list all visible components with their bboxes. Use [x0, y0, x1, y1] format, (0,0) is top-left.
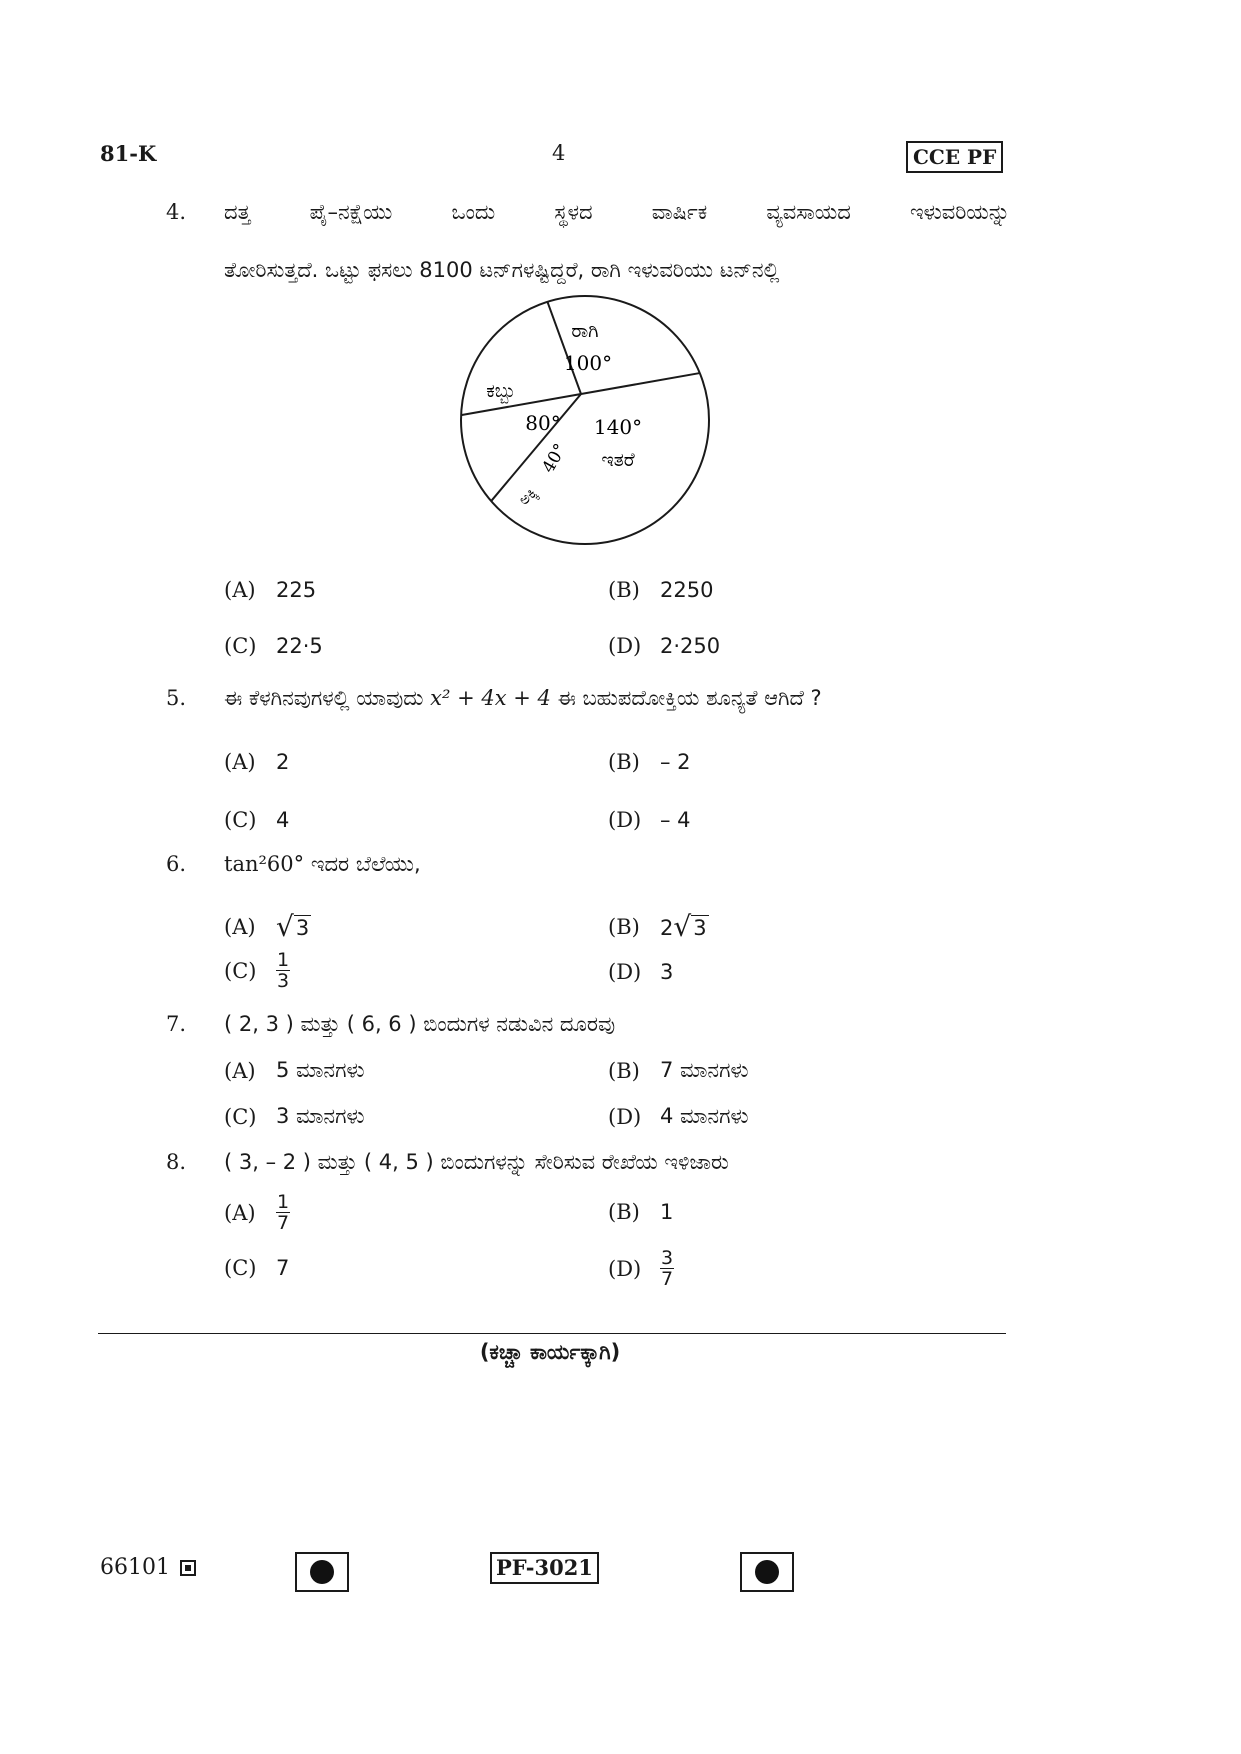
option-letter: (B)	[608, 915, 640, 939]
option-d[interactable]	[608, 634, 720, 658]
slice-angle-itare: 140°	[593, 415, 643, 439]
denominator: 7	[276, 1212, 290, 1234]
sqrt-expression	[276, 910, 311, 943]
numerator: 3	[660, 1247, 674, 1269]
option-value: – 2	[660, 750, 691, 774]
option-c[interactable]	[224, 950, 290, 991]
fraction	[276, 1192, 290, 1233]
paper-code-box: PF-3021	[490, 1552, 599, 1584]
denominator: 7	[660, 1268, 674, 1290]
option-letter: (D)	[608, 1104, 642, 1129]
question-number: 4.	[166, 200, 187, 224]
sqrt-coefficient: 2	[660, 916, 674, 940]
option-letter: (B)	[608, 750, 640, 774]
option-a[interactable]	[224, 910, 311, 943]
option-b[interactable]	[608, 1058, 749, 1083]
option-value: 5 ಮಾನಗಳು	[276, 1058, 365, 1082]
sqrt-expression	[660, 910, 709, 943]
fraction	[276, 950, 290, 991]
option-letter: (C)	[224, 958, 257, 983]
option-a[interactable]	[224, 1058, 365, 1083]
pie-slice-boundary	[581, 373, 700, 394]
radical-sign: √	[673, 910, 692, 943]
option-letter: (A)	[224, 1058, 256, 1083]
option-letter: (B)	[608, 1200, 640, 1224]
question-text-part: ಇದರ ಬೆಲೆಯು,	[310, 852, 421, 876]
option-value: 2	[276, 750, 290, 774]
radicand: 3	[693, 916, 707, 940]
question-text: ( 3, – 2 ) ಮತ್ತು ( 4, 5 ) ಬಿಂದುಗಳನ್ನು ಸೇರಿಸುವ ರೇಖೆಯ ಇಳಿಜಾರು	[224, 1150, 729, 1174]
option-d[interactable]	[608, 1104, 749, 1129]
divider-line	[98, 1333, 1006, 1334]
dot-icon	[755, 1560, 779, 1584]
option-letter: (C)	[224, 1256, 257, 1280]
question-text	[224, 686, 822, 711]
numerator: 1	[276, 1191, 290, 1213]
option-c[interactable]	[224, 808, 289, 832]
question-number: 7.	[166, 1012, 187, 1036]
option-value: 4 ಮಾನಗಳು	[660, 1104, 749, 1128]
question-text-part: ಈ ಕೆಳಗಿನವುಗಳಲ್ಲಿ ಯಾವುದು	[224, 686, 424, 710]
option-b[interactable]	[608, 910, 709, 943]
pie-slice-boundary	[547, 302, 581, 394]
option-value: – 4	[660, 808, 691, 832]
option-value: 7	[276, 1256, 290, 1280]
option-letter: (C)	[224, 1104, 257, 1129]
option-letter: (D)	[608, 808, 642, 832]
option-a[interactable]	[224, 1192, 290, 1233]
footer-code	[100, 1555, 196, 1580]
question-text: ದತ್ತ ಪೈ–ನಕ್ಷೆಯು ಒಂದು ಸ್ಥಳದ ವಾರ್ಷಿಕ ವ್ಯವಸಾಯದ ಇಳುವರಿಯನ್ನು	[224, 200, 1010, 224]
option-letter: (C)	[224, 634, 257, 658]
option-letter: (A)	[224, 578, 256, 602]
slice-label-ragi: ರಾಗಿ	[571, 320, 599, 342]
page-number: 4	[552, 141, 566, 165]
option-value: 3	[660, 960, 674, 984]
question-text: ( 2, 3 ) ಮತ್ತು ( 6, 6 ) ಬಿಂದುಗಳ ನಡುವಿನ ದೂರವು	[224, 1012, 616, 1036]
slice-label-itare: ಇತರೆ	[601, 449, 635, 471]
square-dot-icon	[180, 1560, 196, 1576]
slice-angle-kabbu: 80°	[525, 411, 561, 435]
option-b[interactable]	[608, 750, 691, 774]
option-d[interactable]	[608, 960, 673, 984]
option-value: 2·250	[660, 634, 721, 658]
option-b[interactable]	[608, 578, 713, 602]
rough-work-label: (ಕಚ್ಚಾ ಕಾರ್ಯಕ್ಕಾಗಿ)	[479, 1340, 621, 1364]
option-value: 22·5	[276, 634, 323, 658]
registration-mark-right	[740, 1552, 794, 1592]
slice-label-kabbu: ಕಬ್ಬು	[486, 380, 516, 402]
option-value: 225	[276, 578, 317, 602]
question-number: 8.	[166, 1150, 187, 1174]
option-letter: (D)	[608, 1256, 642, 1281]
slice-angle-akki: 40°	[538, 440, 571, 477]
option-a[interactable]	[224, 750, 289, 774]
option-value: 2250	[660, 578, 714, 602]
option-value: 7 ಮಾನಗಳು	[660, 1058, 749, 1082]
polynomial: x² + 4x + 4	[430, 686, 551, 710]
option-letter: (A)	[224, 750, 256, 774]
option-letter: (B)	[608, 578, 640, 602]
option-value: 1	[660, 1200, 674, 1224]
option-letter: (A)	[224, 1200, 256, 1225]
denominator: 3	[276, 970, 290, 992]
option-d[interactable]	[608, 808, 691, 832]
option-letter: (B)	[608, 1058, 640, 1083]
option-letter: (D)	[608, 634, 642, 658]
footer-code-text: 66101	[100, 1555, 170, 1580]
dot-icon	[310, 1560, 334, 1584]
exam-code-box: CCE PF	[906, 141, 1003, 173]
registration-mark-left	[295, 1552, 349, 1592]
trig-expression: tan²60°	[224, 852, 305, 876]
fraction	[660, 1248, 674, 1289]
option-d[interactable]	[608, 1248, 674, 1289]
question-number: 6.	[166, 852, 187, 876]
option-value: 3 ಮಾನಗಳು	[276, 1104, 365, 1128]
option-letter: (C)	[224, 808, 257, 832]
option-c[interactable]	[224, 634, 323, 658]
numerator: 1	[276, 949, 290, 971]
pie-chart	[455, 290, 725, 560]
question-text-part: ಈ ಬಹುಪದೋಕ್ತಿಯ ಶೂನ್ಯತೆ ಆಗಿದೆ ?	[557, 686, 822, 710]
option-c[interactable]	[224, 1104, 365, 1129]
option-letter: (A)	[224, 915, 256, 939]
question-text: ತೋರಿಸುತ್ತದೆ. ಒಟ್ಟು ಫಸಲು 8100 ಟನ್‌ಗಳಷ್ಟಿದ್ದರೆ, ರಾಗಿ ಇಳುವರಿಯು ಟನ್‌ನಲ್ಲಿ	[224, 258, 780, 282]
pie-slice-boundary	[461, 394, 581, 415]
radicand: 3	[295, 916, 310, 940]
subject-code: 81-K	[100, 141, 157, 166]
option-c[interactable]	[224, 1256, 289, 1280]
option-a[interactable]	[224, 578, 316, 602]
option-b[interactable]	[608, 1200, 673, 1224]
slice-angle-ragi: 100°	[563, 351, 613, 375]
slice-label-akki: ಅಕ್ಕಿ	[514, 483, 541, 509]
question-text	[224, 852, 421, 877]
radical-sign: √	[276, 910, 294, 943]
option-letter: (D)	[608, 960, 642, 984]
option-value: 4	[276, 808, 290, 832]
question-number: 5.	[166, 686, 187, 710]
